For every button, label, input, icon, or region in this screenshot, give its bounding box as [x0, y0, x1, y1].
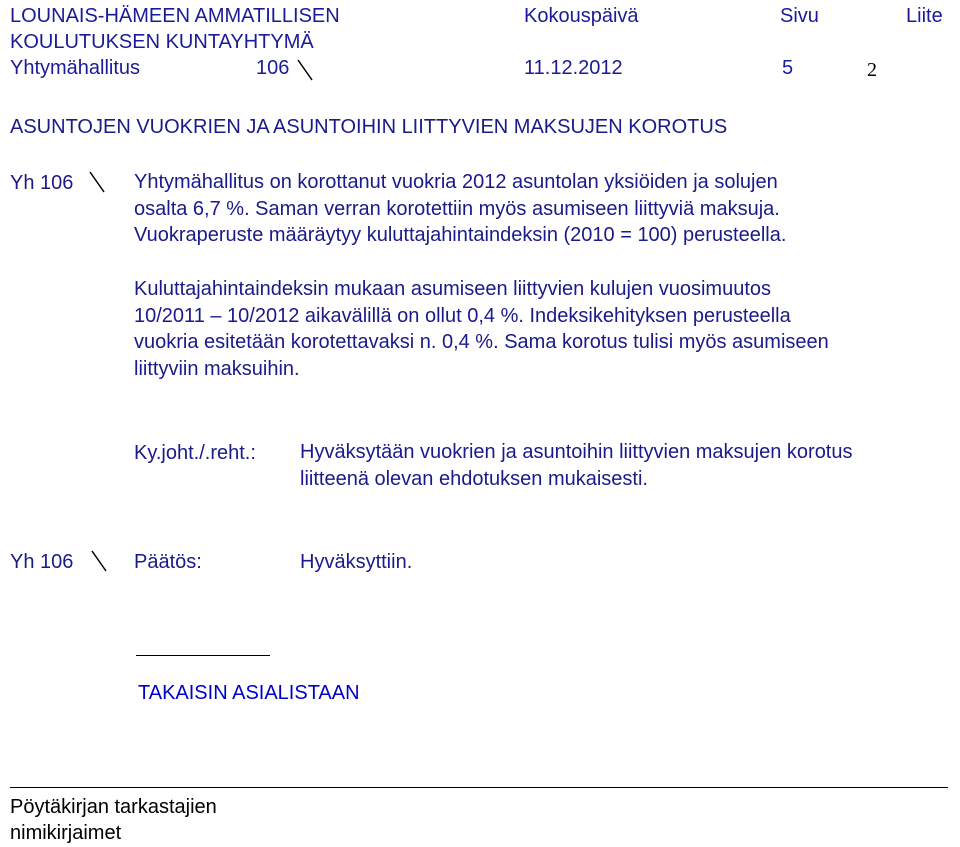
- page-number: 5: [782, 57, 794, 79]
- org-name-line2: KOULUTUKSEN KUNTAYHTYMÄ: [10, 31, 314, 53]
- paragraph-1-line: Vuokraperuste määräytyy kuluttajahintaindeksin (2010 = 100) perusteella.: [134, 224, 787, 246]
- footer-line2: nimikirjaimet: [10, 822, 122, 844]
- header-section-number: 106: [256, 57, 290, 79]
- paragraph-1: [134, 169, 786, 249]
- attachment-number: 2: [867, 59, 877, 81]
- section-mark-icon: [88, 170, 106, 194]
- section-mark-icon: [296, 58, 314, 82]
- back-to-agenda-link[interactable]: TAKAISIN ASIALISTAAN: [138, 682, 360, 704]
- paragraph-2-line: 10/2011 – 10/2012 aikavälillä on ollut 0,4 %. Indeksikehityksen perusteella: [134, 304, 791, 327]
- decision-reference: Yh 106: [10, 551, 74, 573]
- document-title: ASUNTOJEN VUOKRIEN JA ASUNTOIHIN LIITTYVIEN MAKSUJEN KOROTUS: [10, 116, 728, 138]
- paragraph-1-line: osalta 6,7 %. Saman verran korotettiin myös asumiseen liittyviä maksuja.: [134, 197, 780, 220]
- meeting-date-label: Kokouspäivä: [524, 5, 639, 27]
- proposal-label: Ky.joht./.reht.:: [134, 442, 256, 464]
- divider-short: [136, 655, 270, 656]
- attachment-label: Liite: [906, 5, 943, 27]
- page-label: Sivu: [780, 5, 819, 27]
- org-name-line1: LOUNAIS-HÄMEEN AMMATILLISEN: [10, 5, 340, 27]
- decision-text: Hyväksyttiin.: [300, 551, 413, 573]
- paragraph-2-line: vuokria esitetään korotettavaksi n. 0,4 %. Sama korotus tulisi myös asumiseen: [134, 331, 829, 353]
- meeting-date: 11.12.2012: [524, 57, 623, 79]
- proposal-line: Hyväksytään vuokrien ja asuntoihin liittyvien maksujen korotus: [300, 441, 853, 463]
- section-mark-icon: [90, 549, 108, 573]
- signature-rule: [10, 787, 948, 788]
- paragraph-2: [134, 276, 829, 382]
- paragraph-1-line: Yhtymähallitus on korottanut vuokria 2012 asuntolan yksiöiden ja solujen: [134, 171, 778, 193]
- footer-line1: Pöytäkirjan tarkastajien: [10, 796, 217, 818]
- item-reference: Yh 106: [10, 172, 74, 194]
- paragraph-2-line: liittyviin maksuihin.: [134, 357, 300, 380]
- header-body: Yhtymähallitus: [10, 57, 141, 79]
- proposal-line: liitteenä olevan ehdotuksen mukaisesti.: [300, 467, 648, 490]
- decision-label: Päätös:: [134, 551, 202, 573]
- proposal-text: [300, 439, 853, 492]
- paragraph-2-line: Kuluttajahintaindeksin mukaan asumiseen liittyvien kulujen vuosimuutos: [134, 278, 772, 300]
